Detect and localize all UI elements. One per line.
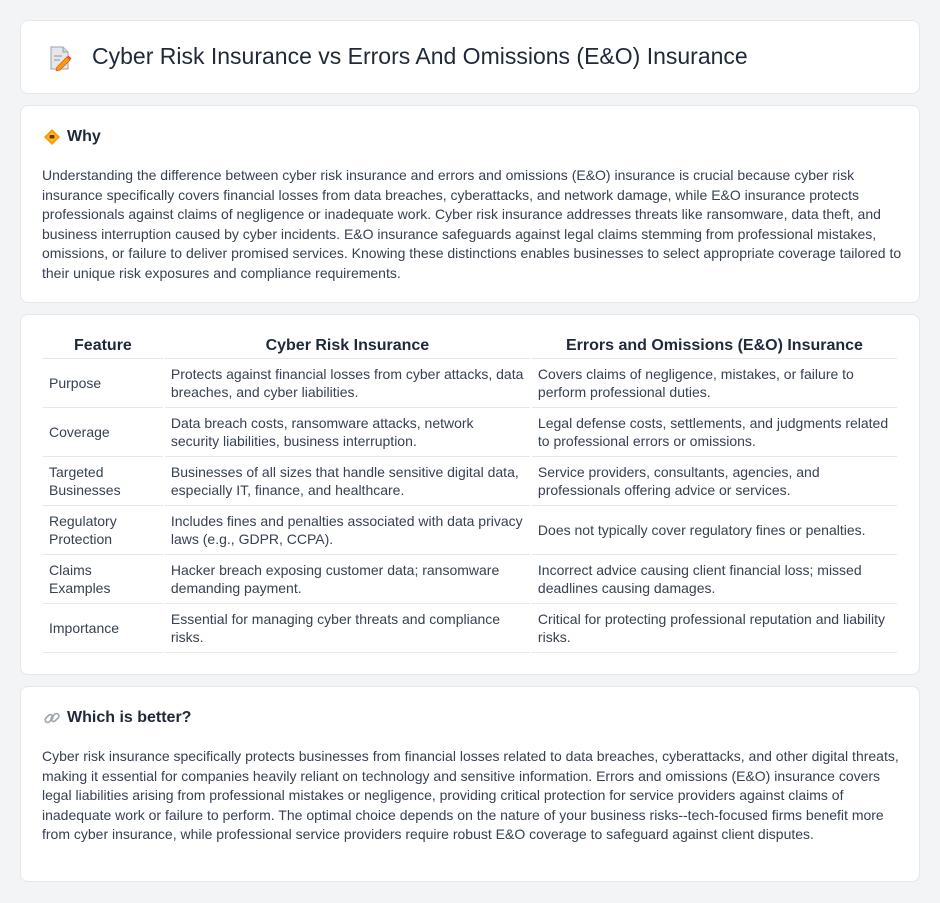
eo-cell: Covers claims of negligence, mistakes, or failure to perform professional duties. — [532, 359, 897, 408]
cyber-cell: Businesses of all sizes that handle sensitive digital data, especially IT, finance, and healthcare. — [165, 457, 530, 506]
better-heading-row — [43, 709, 191, 727]
eo-cell: Incorrect advice causing client financial loss; missed deadlines causing damages. — [532, 555, 897, 604]
why-section — [20, 105, 920, 303]
column-header-feature: Feature — [43, 337, 163, 359]
eo-cell: Legal defense costs, settlements, and judgments related to professional errors or omissions. — [532, 408, 897, 457]
why-text: Understanding the difference between cyber risk insurance and errors and omissions (E&O) insurance is crucial because cyber risk insurance specifically covers financial losses from data breaches, cyberattacks, and network damage, while E&O insurance protects professionals against claims of negligence or inadequate work. Cyber risk insurance addresses threats like ransomware, data theft, and business interruption caused by cyber incidents. E&O insurance safeguards against legal claims stemming from professional mistakes, omissions, or failure to deliver promised services. Knowing these distinctions enables businesses to select appropriate coverage tailored to their unique risk exposures and compliance requirements. — [42, 167, 902, 281]
why-heading-row — [43, 128, 101, 146]
title-card — [20, 20, 920, 94]
table-row — [43, 604, 897, 653]
diamond-warning-icon — [43, 128, 61, 146]
better-text: Cyber risk insurance specifically protects businesses from financial losses related to data breaches, cyberattacks, and other digital threats, making it essential for companies heavily reliant on technology and sensitive information. Errors and omissions (E&O) insurance covers legal liabilities arising from professional mistakes or negligence, providing critical protection for service providers against claims of inadequate work or failure to perform. The optimal choice depends on the nature of your business risks--tech-focused firms benefit more from cyber insurance, while professional service providers require robust E&O coverage to safeguard against client disputes. — [42, 748, 899, 843]
why-heading: Why — [67, 128, 101, 145]
comparison-table-card — [20, 314, 920, 675]
cyber-cell: Protects against financial losses from cyber attacks, data breaches, and cyber liabilities. — [165, 359, 530, 408]
feature-cell: Targeted Businesses — [43, 457, 163, 506]
feature-cell: Purpose — [43, 359, 163, 408]
feature-cell: Regulatory Protection — [43, 506, 163, 555]
column-header-eo: Errors and Omissions (E&O) Insurance — [532, 337, 897, 359]
table-row — [43, 555, 897, 604]
eo-cell: Service providers, consultants, agencies, and professionals offering advice or services. — [532, 457, 897, 506]
which-is-better-section — [20, 686, 920, 882]
comparison-table — [41, 337, 899, 653]
table-header-row — [43, 337, 897, 359]
cyber-cell: Hacker breach exposing customer data; ransomware demanding payment. — [165, 555, 530, 604]
link-icon — [43, 709, 61, 727]
table-row — [43, 408, 897, 457]
cyber-cell: Essential for managing cyber threats and compliance risks. — [165, 604, 530, 653]
page-title: Cyber Risk Insurance vs Errors And Omissions (E&O) Insurance — [92, 43, 748, 69]
table-row — [43, 457, 897, 506]
feature-cell: Coverage — [43, 408, 163, 457]
better-heading: Which is better? — [67, 709, 192, 726]
table-row — [43, 359, 897, 408]
column-header-cyber: Cyber Risk Insurance — [165, 337, 530, 359]
table-row — [43, 506, 897, 555]
eo-cell: Does not typically cover regulatory fines or penalties. — [532, 506, 897, 555]
eo-cell: Critical for protecting professional reputation and liability risks. — [532, 604, 897, 653]
cyber-cell: Data breach costs, ransomware attacks, network security liabilities, business interruption. — [165, 408, 530, 457]
feature-cell: Importance — [43, 604, 163, 653]
cyber-cell: Includes fines and penalties associated with data privacy laws (e.g., GDPR, CCPA). — [165, 506, 530, 555]
document-pencil-icon — [48, 45, 72, 71]
feature-cell: Claims Examples — [43, 555, 163, 604]
